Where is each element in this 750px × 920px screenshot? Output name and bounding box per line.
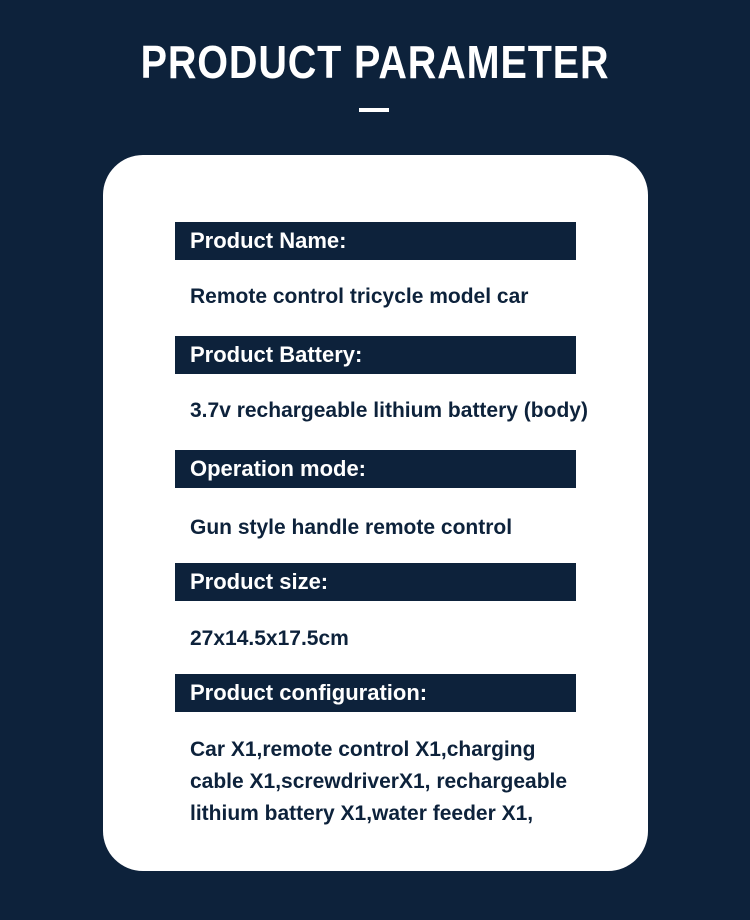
- value-product-configuration: [190, 734, 570, 830]
- title-underline: [359, 108, 389, 112]
- value-product-battery: 3.7v rechargeable lithium battery (body): [190, 399, 588, 422]
- label-operation-mode: Operation mode:: [175, 450, 576, 488]
- configuration-line: cable X1,screwdriverX1, rechargeable: [190, 770, 568, 793]
- label-product-configuration: Product configuration:: [175, 674, 576, 712]
- label-product-size: Product size:: [175, 563, 576, 601]
- value-product-name: Remote control tricycle model car: [190, 285, 529, 308]
- label-product-name: Product Name:: [175, 222, 576, 260]
- label-product-battery: Product Battery:: [175, 336, 576, 374]
- parameter-card: [103, 155, 648, 871]
- value-operation-mode: Gun style handle remote control: [190, 516, 513, 539]
- configuration-line: Car X1,remote control X1,charging: [190, 738, 536, 761]
- configuration-line: lithium battery X1,water feeder X1,: [190, 802, 534, 825]
- page-title: PRODUCT PARAMETER: [140, 36, 610, 88]
- value-product-size: 27x14.5x17.5cm: [190, 627, 349, 650]
